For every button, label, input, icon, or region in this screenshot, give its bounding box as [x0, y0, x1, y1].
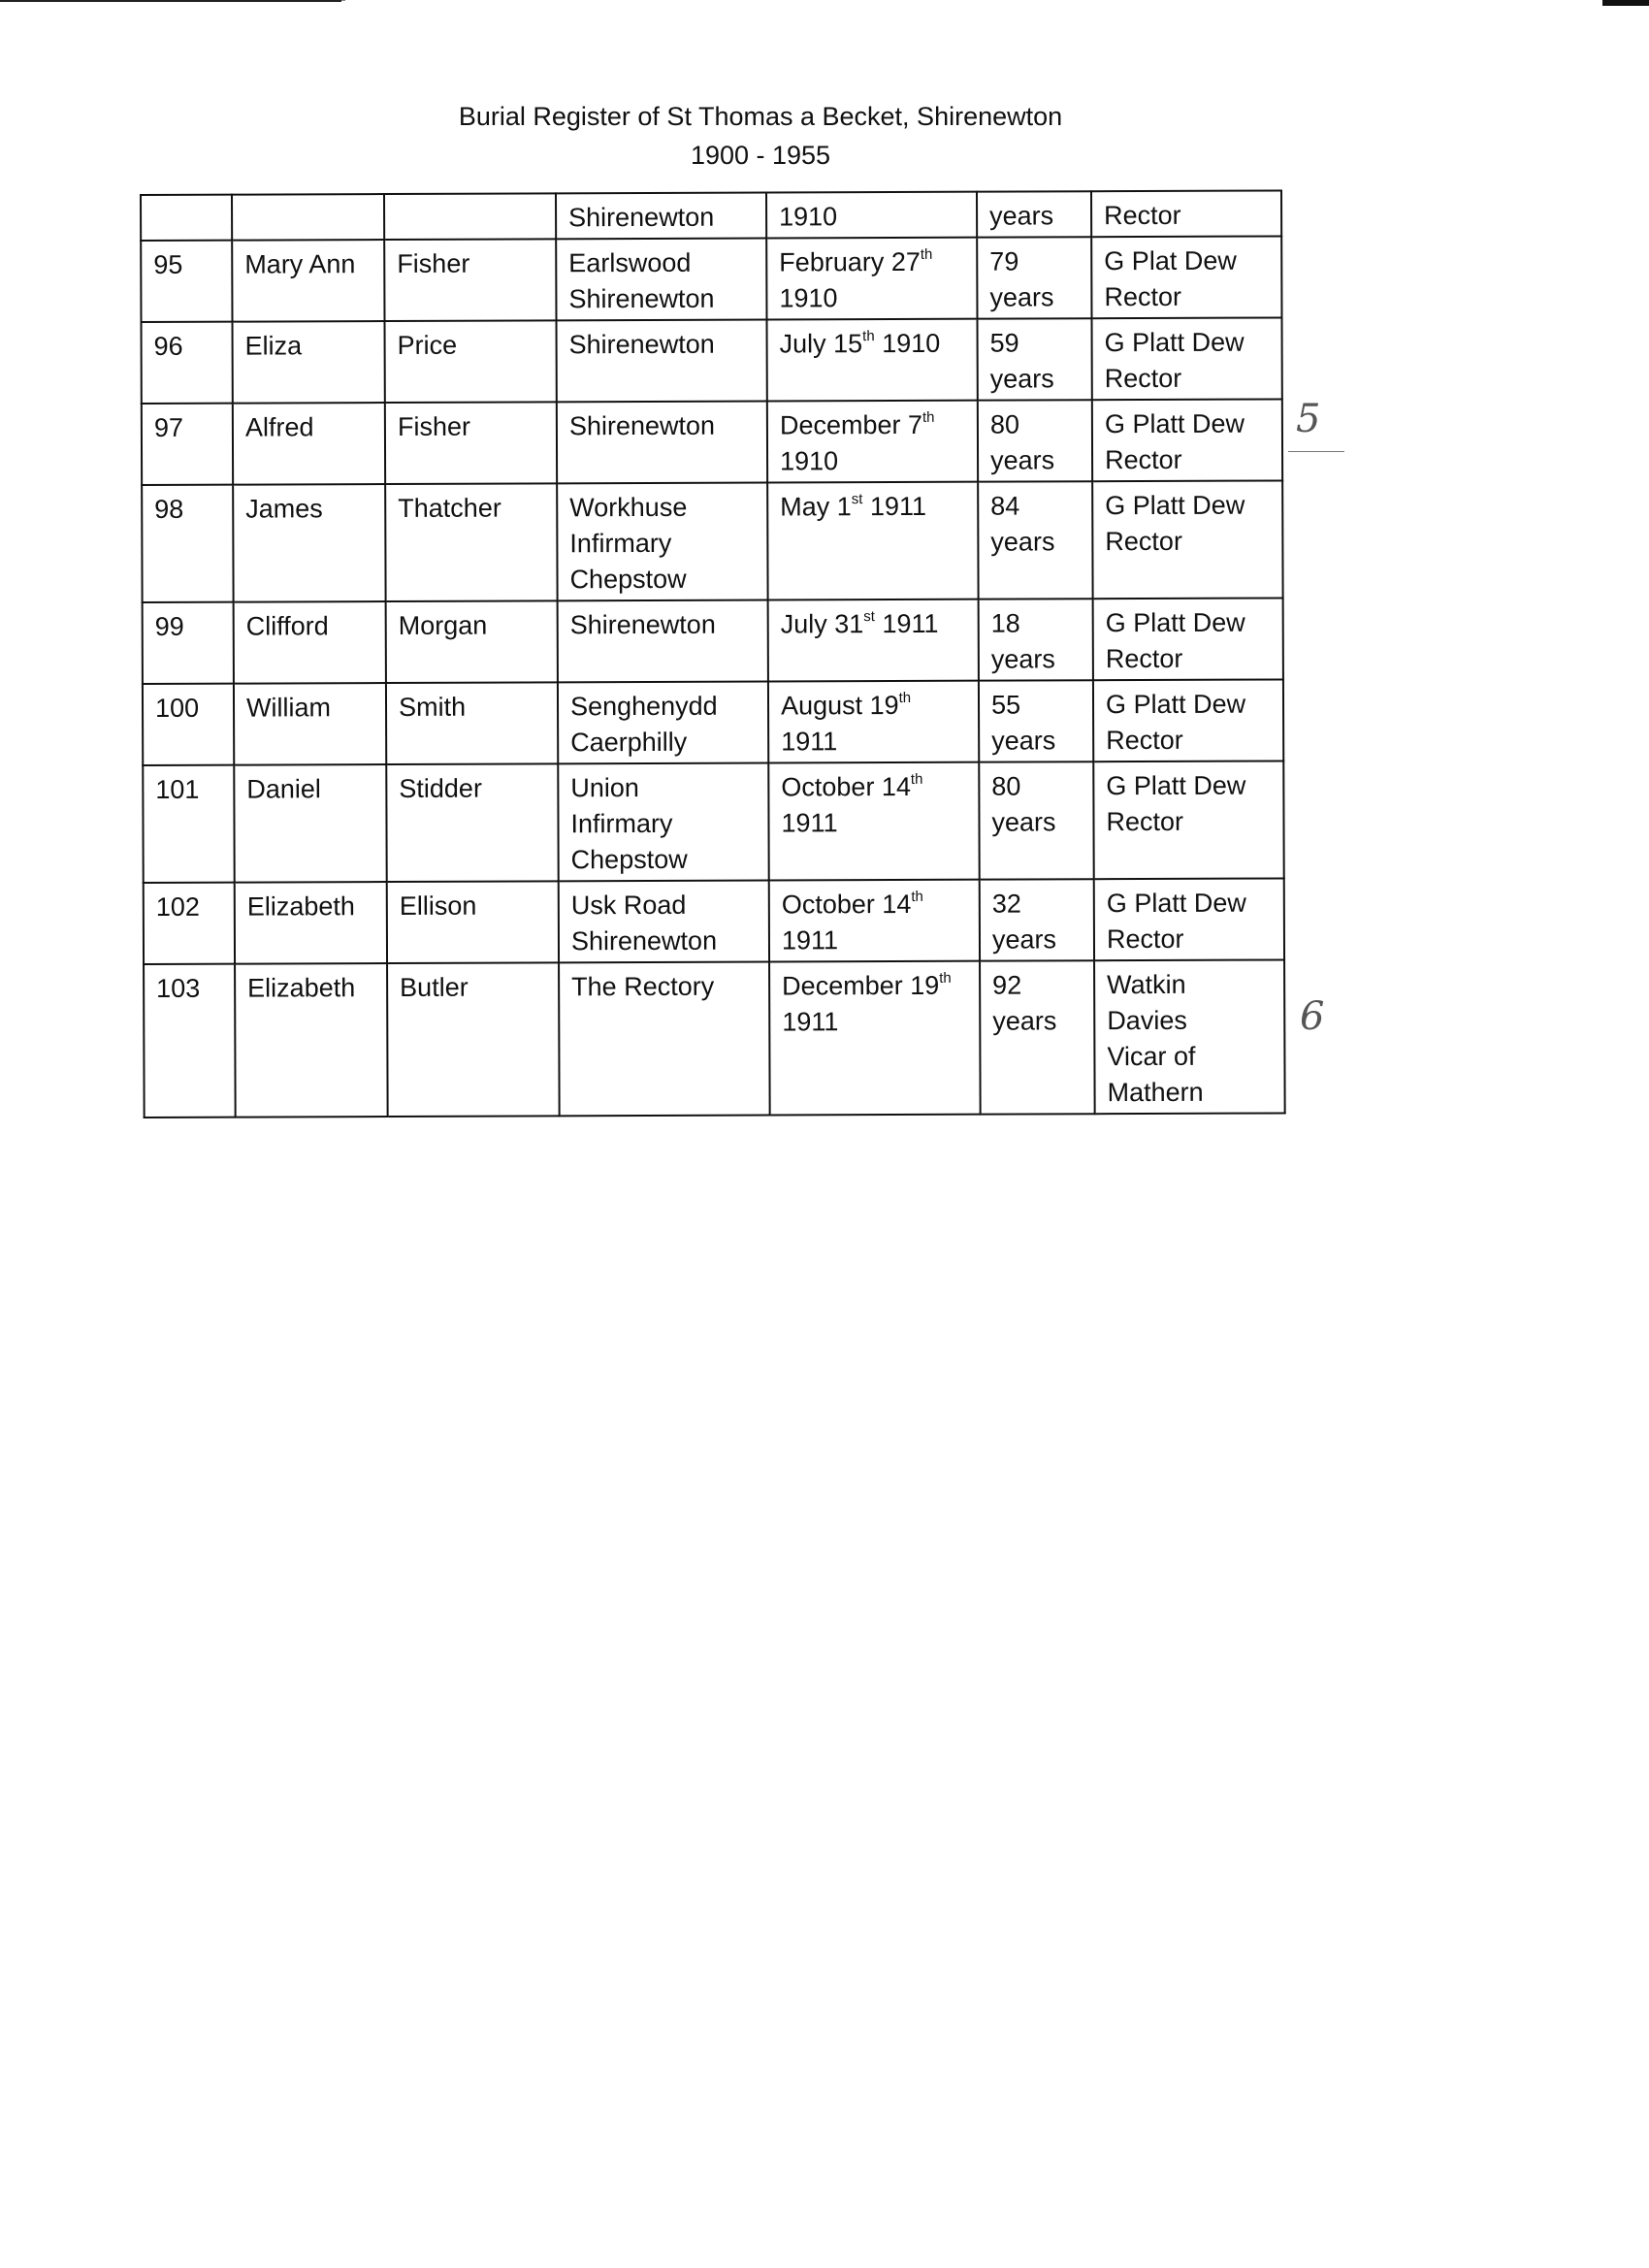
table-row	[144, 959, 1285, 1118]
title-line-1: Burial Register of St Thomas a Becket, Shirenewton	[458, 102, 1063, 131]
entry-number-cell: 102	[144, 883, 235, 964]
burial-date-line: 1911	[782, 1007, 839, 1037]
age-line: years	[991, 726, 1056, 756]
officiant-line: Mathern	[1107, 1077, 1204, 1108]
age-line: 80	[991, 771, 1021, 801]
age-line: 84	[990, 491, 1020, 521]
abode-cell	[559, 962, 770, 1117]
title-line-2: 1900 - 1955	[690, 141, 831, 170]
age-cell	[978, 481, 1092, 599]
abode-line: Senghenydd	[569, 691, 718, 722]
burial-date-line: 1911	[781, 727, 838, 757]
age-line: years	[991, 807, 1056, 837]
age-line: 18	[990, 608, 1020, 638]
abode-line: Earlswood	[568, 247, 692, 278]
surname-cell: Stidder	[386, 763, 558, 882]
ordinal-suffix: th	[939, 969, 952, 987]
officiant-line: Watkin	[1107, 969, 1186, 1000]
forename-cell: Elizabeth	[235, 963, 388, 1118]
burial-register-table	[140, 189, 1286, 1118]
abode-line: Shirenewton	[569, 609, 716, 640]
burial-date-cell	[766, 238, 977, 320]
officiant-line: Rector	[1104, 200, 1181, 231]
burial-date-cell	[767, 482, 978, 600]
age-line: 79	[989, 246, 1019, 276]
age-line: years	[989, 282, 1054, 312]
burial-date-line: July 31st 1911	[780, 608, 939, 639]
abode-cell	[557, 483, 767, 601]
table-row	[141, 236, 1281, 322]
entry-number-cell: 98	[142, 485, 233, 602]
age-line: 32	[991, 889, 1021, 919]
officiant-cell	[1093, 598, 1283, 680]
burial-date-cell	[768, 762, 979, 881]
officiant-line: Rector	[1106, 923, 1184, 955]
table-row	[142, 399, 1282, 485]
forename-cell: Alfred	[233, 403, 385, 485]
abode-line: Chepstow	[569, 564, 687, 595]
table-row	[142, 317, 1282, 404]
officiant-line: Rector	[1105, 643, 1183, 674]
table-row	[142, 480, 1282, 602]
forename-cell: Elizabeth	[235, 882, 387, 964]
forename-cell: James	[233, 484, 385, 602]
officiant-cell	[1094, 878, 1284, 960]
surname-cell: Price	[385, 320, 557, 403]
ordinal-suffix: th	[910, 770, 923, 788]
handwritten-page-mark-6: 6	[1300, 994, 1325, 1039]
burial-date-cell	[768, 681, 979, 763]
officiant-line: G Platt Dew	[1104, 327, 1245, 358]
officiant-cell	[1093, 679, 1283, 761]
burial-date-line: 1910	[780, 446, 839, 476]
burial-date-line: October 14th	[781, 888, 923, 920]
forename-cell: William	[234, 683, 386, 765]
ordinal-suffix: th	[911, 888, 923, 905]
entry-number-cell: 97	[142, 404, 233, 485]
abode-line: Infirmary	[570, 808, 673, 839]
abode-cell	[558, 600, 768, 683]
forename-cell: Mary Ann	[232, 240, 384, 322]
abode-line: Shirenewton	[568, 202, 715, 233]
ordinal-suffix: st	[863, 608, 875, 626]
table-row	[143, 598, 1283, 684]
officiant-cell	[1091, 190, 1281, 237]
age-line: 92	[992, 970, 1022, 1000]
entry-number-cell: 95	[141, 241, 232, 322]
ordinal-suffix: st	[851, 491, 863, 508]
burial-date-line: February 27th	[779, 245, 933, 277]
burial-date-line: 1910	[779, 202, 838, 232]
burial-date-cell	[766, 192, 977, 239]
burial-date-line: July 15th 1910	[779, 328, 941, 359]
age-cell	[980, 960, 1095, 1114]
officiant-line: Rector	[1104, 363, 1182, 394]
officiant-line: Rector	[1105, 526, 1182, 557]
entry-number-cell: 101	[143, 765, 234, 883]
abode-cell	[558, 682, 768, 764]
burial-date-line: 1910	[779, 283, 838, 313]
abode-line: Shirenewton	[568, 283, 715, 314]
age-line: years	[990, 644, 1055, 674]
age-line: years	[992, 1006, 1057, 1036]
officiant-cell	[1092, 399, 1282, 481]
burial-date-line: 1911	[781, 808, 838, 838]
officiant-cell	[1094, 959, 1285, 1114]
abode-line: The Rectory	[571, 971, 715, 1002]
age-line: years	[990, 527, 1055, 557]
abode-line: Usk Road	[570, 890, 687, 921]
age-cell	[979, 680, 1093, 761]
officiant-line: G Platt Dew	[1105, 689, 1246, 720]
surname-cell: Smith	[386, 682, 558, 764]
abode-line: Caerphilly	[570, 727, 688, 758]
handwritten-underline	[1288, 451, 1344, 452]
entry-number-cell: 100	[143, 684, 234, 765]
surname-cell: Fisher	[385, 402, 557, 484]
scan-edge-line	[0, 0, 341, 2]
surname-cell	[384, 193, 556, 240]
officiant-line: G Platt Dew	[1104, 408, 1245, 439]
forename-cell	[232, 194, 384, 241]
age-line: 59	[989, 328, 1019, 358]
age-cell	[977, 237, 1091, 318]
burial-date-cell	[767, 319, 978, 402]
officiant-line: Vicar of	[1107, 1041, 1196, 1072]
burial-date-line: August 19th	[780, 689, 912, 721]
burial-date-line: December 19th	[782, 969, 952, 1001]
entry-number-cell: 96	[142, 322, 233, 404]
age-cell	[978, 400, 1092, 481]
table-row	[141, 190, 1281, 241]
burial-date-cell	[768, 599, 979, 682]
age-cell	[977, 191, 1091, 237]
officiant-line: G Plat Dew	[1104, 245, 1237, 276]
abode-cell	[559, 881, 769, 963]
officiant-line: Rector	[1104, 281, 1182, 312]
officiant-line: Rector	[1106, 725, 1183, 756]
officiant-line: G Platt Dew	[1105, 490, 1245, 521]
abode-cell	[556, 239, 766, 321]
burial-date-line: May 1st 1911	[780, 491, 927, 522]
abode-line: Shirenewton	[570, 925, 718, 956]
document-title	[0, 97, 1521, 175]
officiant-cell	[1091, 317, 1281, 400]
age-line: 55	[990, 690, 1021, 720]
abode-line: Workhuse	[569, 492, 688, 523]
age-cell	[980, 879, 1094, 960]
officiant-line: G Platt Dew	[1105, 607, 1245, 638]
abode-cell	[557, 402, 767, 484]
abode-line: Chepstow	[570, 844, 688, 875]
officiant-line: G Platt Dew	[1106, 770, 1246, 801]
burial-date-cell	[769, 961, 981, 1116]
abode-cell	[557, 320, 767, 403]
forename-cell: Eliza	[233, 321, 385, 404]
burial-date-cell	[767, 401, 978, 483]
age-line: 80	[989, 409, 1020, 439]
abode-cell	[558, 763, 768, 882]
entry-number-cell: 103	[144, 964, 236, 1118]
entry-number-cell: 99	[143, 602, 234, 684]
age-line: years	[990, 445, 1055, 475]
abode-line: Shirenewton	[568, 410, 716, 441]
forename-cell: Daniel	[234, 764, 386, 883]
burial-date-line: December 7th	[779, 408, 935, 440]
table-row	[143, 679, 1283, 765]
age-line: years	[991, 924, 1057, 955]
surname-cell: Morgan	[386, 600, 558, 683]
ordinal-suffix: th	[920, 245, 933, 263]
officiant-cell	[1091, 236, 1281, 318]
age-cell	[978, 318, 1092, 400]
abode-line: Union	[570, 773, 639, 803]
age-line: years	[989, 201, 1054, 231]
ordinal-suffix: th	[922, 408, 935, 426]
table-row	[143, 761, 1283, 883]
surname-cell: Fisher	[384, 239, 556, 321]
officiant-line: Rector	[1105, 444, 1182, 475]
abode-cell	[556, 193, 766, 240]
scan-edge-line-faint	[341, 0, 345, 1]
surname-cell: Butler	[387, 962, 560, 1117]
entry-number-cell	[141, 195, 232, 241]
abode-line: Shirenewton	[568, 329, 715, 360]
officiant-line: Davies	[1107, 1005, 1187, 1036]
ordinal-suffix: th	[898, 689, 912, 706]
surname-cell: Thatcher	[385, 483, 557, 601]
ordinal-suffix: th	[862, 328, 875, 345]
officiant-line: Rector	[1106, 806, 1184, 837]
burial-date-cell	[769, 880, 980, 962]
officiant-line: G Platt Dew	[1106, 888, 1246, 919]
officiant-cell	[1093, 761, 1283, 879]
forename-cell: Clifford	[234, 601, 386, 684]
age-cell	[979, 761, 1093, 879]
burial-date-line: October 14th	[781, 770, 923, 802]
officiant-cell	[1092, 480, 1282, 599]
surname-cell: Ellison	[387, 881, 559, 963]
burial-date-line: 1911	[781, 925, 839, 956]
handwritten-page-mark-5: 5	[1296, 397, 1321, 441]
abode-line: Infirmary	[569, 528, 672, 559]
scan-edge-mark	[1602, 0, 1649, 6]
age-line: years	[989, 364, 1054, 394]
age-cell	[979, 599, 1093, 680]
table-row	[144, 878, 1284, 964]
register-body	[141, 190, 1285, 1118]
